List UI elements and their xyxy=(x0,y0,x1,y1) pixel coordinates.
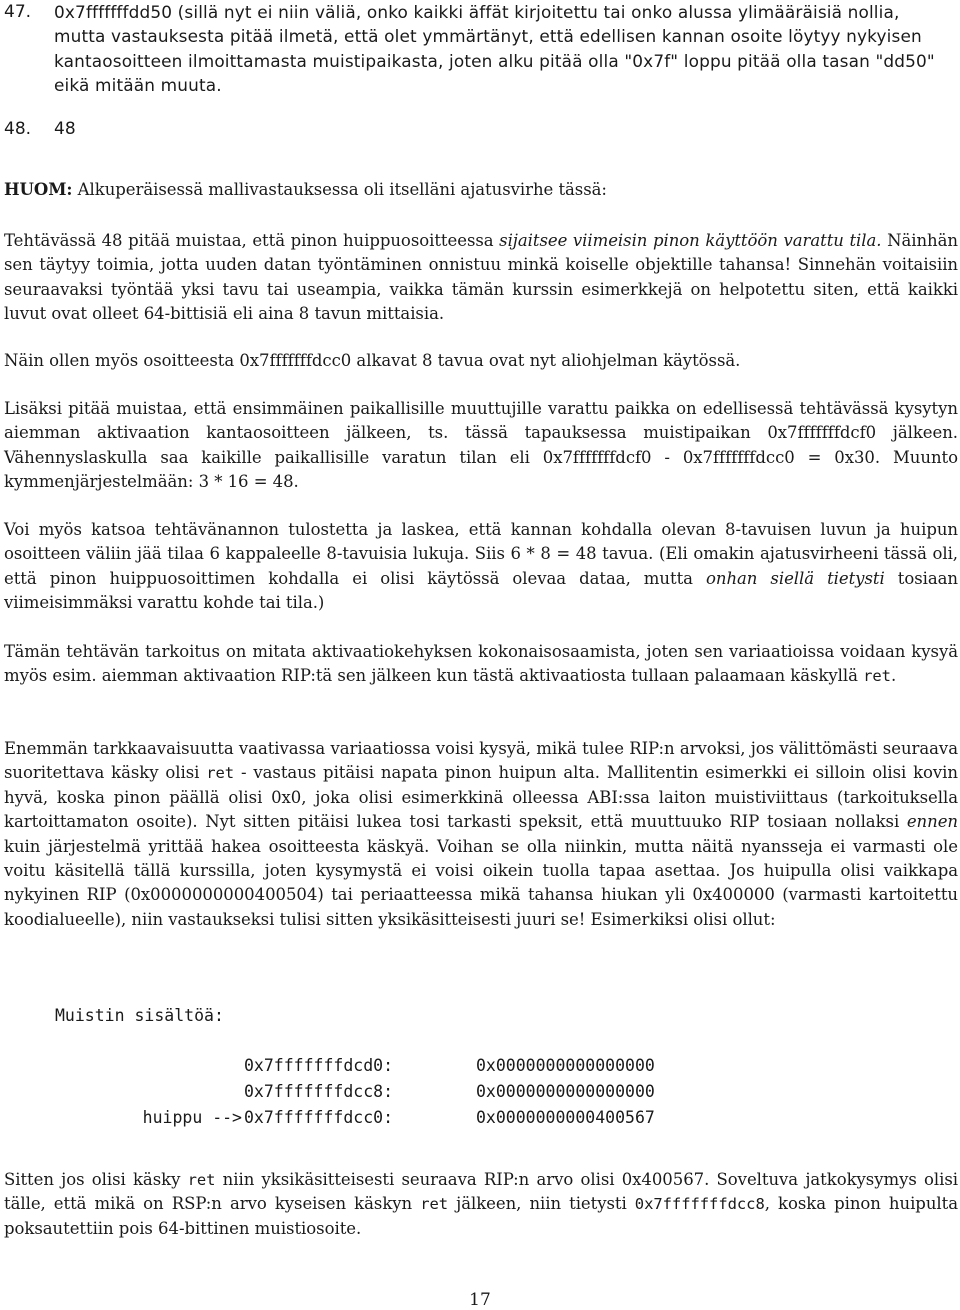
page-number: 17 xyxy=(469,1290,491,1310)
emphasis-run: onhan siellä tietysti xyxy=(705,568,885,588)
text-run: Sitten jos olisi käsky xyxy=(4,1170,188,1189)
memory-address: 0x7fffffffdcc8: xyxy=(244,1082,394,1101)
memory-address: 0x7fffffffdcc0: xyxy=(244,1108,394,1127)
paragraph-alternative-method xyxy=(4,518,958,616)
memory-listing-title: Muistin sisältöä: xyxy=(55,1006,224,1025)
memory-pointer: huippu --> xyxy=(142,1108,242,1127)
text-run: niin yksikäsitteisesti seuraava RIP:n arvo olisi 0x400567. Soveltuva jatkokysymys olisi tälle, että mikä on RSP:n arvo kyseisen käskyn xyxy=(4,1170,958,1214)
list-item-number: 47. xyxy=(4,2,32,22)
text-run: Voi myös katsoa tehtävänannon tulostetta ja laskea, että kannan kohdalla olevan 8-tavuisen luvun ja huipun osoitteen väliin jää tilaa 6 kappaleelle 8-tavuisia lukuja. Siis 6 * 8 = 48 tavua. (Eli omakin ajatusvirheeni tässä oli, että pinon huippuosoittimen kohdalla ei olisi käytössä olevaa dataa, mutta xyxy=(4,520,958,588)
memory-address: 0x7fffffffdcd0: xyxy=(244,1056,394,1075)
text-run: tosiaan viimeisimmäksi varattu kohde tai tila.) xyxy=(4,568,958,613)
paragraph-variation xyxy=(4,737,958,932)
paragraph-task-purpose xyxy=(4,640,958,689)
code-run: 0x7fffffffdcc8 xyxy=(634,1195,765,1214)
code-run: ret xyxy=(420,1195,449,1214)
note-text: Alkuperäisessä mallivastauksessa oli itselläni ajatusvirhe tässä: xyxy=(72,180,607,199)
emphasis-run: sijaitsee viimeisin pinon käyttöön varattu tila. xyxy=(499,231,882,250)
emphasis-run: ennen xyxy=(906,812,958,832)
text-run: Näinhän sen täytyy toimia, jotta uuden datan työntäminen onnistuu minkä koiselle objektille tahansa! Sinnehän voitaisiin seuraavaksi työntää yksi tavu tai useampia, vaikka tämän kurssin esimerkkejä on helpotettu siten, että kaikki luvut ovat olleet 64-bittisiä eli aina 8 tavun mittaisia. xyxy=(4,231,958,324)
text-run: - vastaus pitäisi napata pinon huipun alta. Mallitentin esimerkki ei silloin olisi kovin hyvä, koska pinon päällä olisi 0x0, joka olisi esimerkkinä olleessa ABI:ssa laiton muistiviittaus (tarkoituksella kartoittamaton osoite). Nyt sitten pitäisi lukea tosi tarkasti speksit, että muuttuuko RIP tosiaan nollaksi xyxy=(4,763,958,832)
list-item-text: 48 xyxy=(54,119,76,139)
list-item-47 xyxy=(0,0,950,98)
text-run: Tämän tehtävän tarkoitus on mitata aktivaatiokehyksen kokonaisosaamista, joten sen variaatioissa voidaan kysyä myös esim. aiemman aktivaation RIP:tä sen jälkeen kun tästä aktivaatiosta tullaan palaamaan käskyllä xyxy=(4,642,958,686)
memory-value: 0x0000000000400567 xyxy=(476,1108,655,1127)
paragraph-local-variables: Lisäksi pitää muistaa, että ensimmäinen paikallisille muuttujille varattu paikka on edellisessä tehtävässä kysytyn aiemman aktivaation kantaosoitteen jälkeen, ts. tässä tapauksessa muistipaikan 0x7fffffffdcf0 jälkeen. Vähennyslaskulla saa kaikille paikallisille varatun tilan eli 0x7fffffffdcf0 - 0x7fffffffdcc0 = 0x30. Muunto kymmenjärjestelmään: 3 * 16 = 48. xyxy=(4,399,958,492)
memory-row xyxy=(0,1106,960,1130)
paragraph-allocated-bytes: Näin ollen myös osoitteesta 0x7fffffffdcc0 alkavat 8 tavua ovat nyt aliohjelman käytössä. xyxy=(4,351,741,370)
text-run: jälkeen, niin tietysti xyxy=(448,1194,635,1214)
code-run: ret xyxy=(187,1171,216,1189)
note-paragraph xyxy=(4,178,958,202)
paragraph-ret-example xyxy=(4,1168,958,1241)
paragraph-stack-top xyxy=(4,229,958,327)
list-item-text: 0x7fffffffdd50 (sillä nyt ei niin väliä, onko kaikki äffät kirjoitettu tai onko alussa ylimääräisiä nollia, mutta vastauksesta pitää ilmetä, että olet ymmärtänyt, että edellisen kannan osoite löytyy nykyisen kantaosoitteen ilmoittamasta muistipaikasta, joten alku pitää olla "0x7f" loppu pitää olla tasan "dd50" eikä mitään muuta. xyxy=(54,2,935,96)
note-label: HUOM: xyxy=(4,180,73,199)
text-run: kuin järjestelmä yrittää hakea osoitteesta käskyä. Voihan se olla niinkin, mutta näitä nyansseja ei varmasti ole voitu käsitellä tällä kurssilla, joten kysymystä ei voisi oikein tuolla tapaa asettaa. Jos huipulla olisi vaikkapa nykyinen RIP (0x0000000000400504) tai periaatteessa mikä tahansa hiukan yli 0x400000 (varmasti kartoitettu koodialueelle), niin vastaukseksi tulisi sitten yksikäsitteisesti juuri se! Esimerkiksi olisi ollut: xyxy=(4,836,958,929)
memory-row xyxy=(0,1080,960,1104)
text-run: Tehtävässä 48 pitää muistaa, että pinon huippuosoitteessa xyxy=(4,231,500,250)
memory-value: 0x0000000000000000 xyxy=(476,1056,655,1075)
code-run: ret xyxy=(863,667,891,686)
memory-value: 0x0000000000000000 xyxy=(476,1082,655,1101)
memory-row xyxy=(0,1054,960,1078)
code-run: ret xyxy=(206,764,235,783)
list-item-48 xyxy=(0,117,950,142)
text-run: Enemmän tarkkaavaisuutta vaativassa variaatiossa voisi kysyä, mikä tulee RIP:n arvoksi, jos välittömästi seuraava suoritettava käsky olisi xyxy=(4,739,958,783)
text-run: . xyxy=(890,666,897,686)
text-run: , koska pinon huipulta poksautettiin pois 64-bittinen muistiosoite. xyxy=(4,1194,958,1238)
list-item-number: 48. xyxy=(4,119,32,139)
